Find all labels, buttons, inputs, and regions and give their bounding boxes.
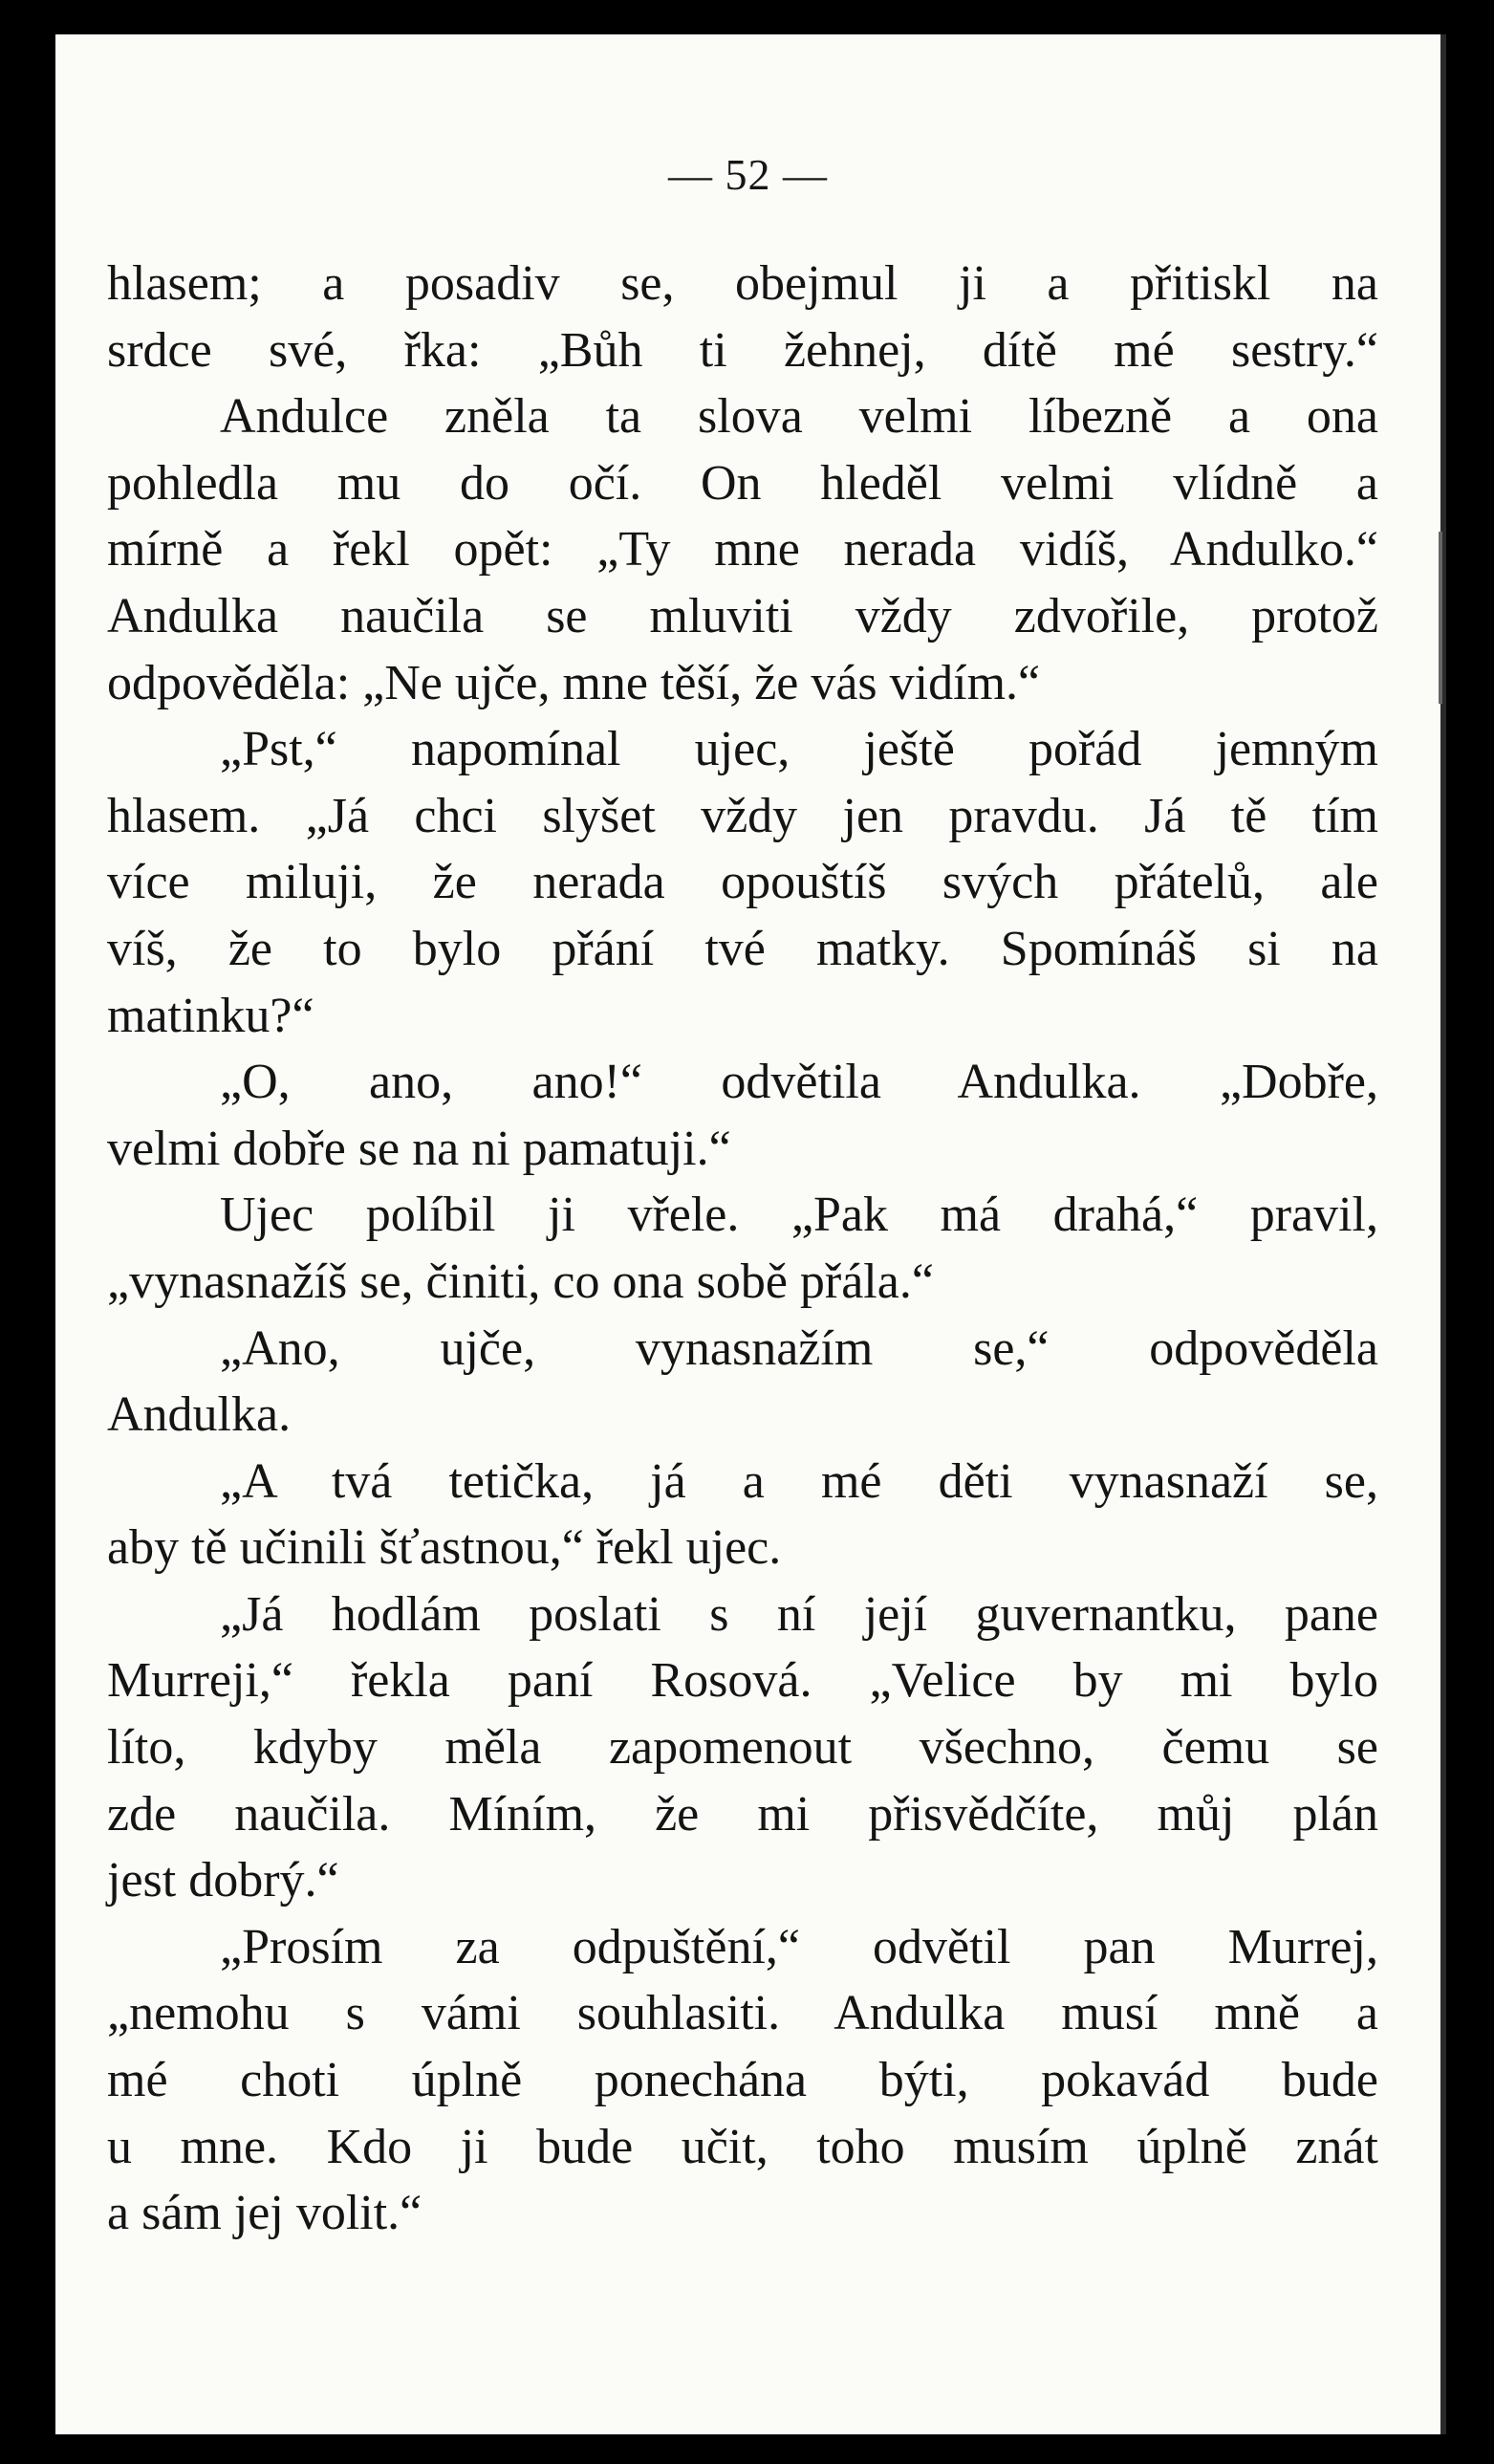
text-line: Andulka naučila se mluviti vždy zdvořile, protož bbox=[107, 588, 1378, 643]
text-line: odpověděla: „Ne ujče, mne těší, že vás vidím.“ bbox=[107, 655, 1041, 710]
text-line: u mne. Kdo ji bude učit, toho musím úplně znát bbox=[107, 2119, 1378, 2174]
text-line: „Prosím za odpuštění,“ odvětil pan Murrej, bbox=[220, 1919, 1378, 1974]
text-line: aby tě učinili šťastnou,“ řekl ujec. bbox=[107, 1520, 782, 1576]
text-line: srdce své, řka: „Bůh ti žehnej, dítě mé sestry.“ bbox=[107, 322, 1378, 378]
text-line: „Pst,“ napomínal ujec, ještě pořád jemným bbox=[220, 722, 1378, 777]
body-text bbox=[107, 251, 1378, 2247]
text-line: hlasem. „Já chci slyšet vždy jen pravdu. Já tě tím bbox=[107, 788, 1378, 843]
page-number: — 52 — bbox=[668, 150, 828, 199]
text-line: „vynasnažíš se, činiti, co ona sobě přála.“ bbox=[107, 1254, 934, 1309]
text-line: Andulce zněla ta slova velmi líbezně a ona bbox=[220, 389, 1378, 445]
book-page bbox=[55, 34, 1446, 2434]
page-edge-shadow bbox=[1439, 532, 1442, 704]
text-line: velmi dobře se na ni pamatuji.“ bbox=[107, 1121, 731, 1176]
text-line: Murreji,“ řekla paní Rosová. „Velice by mi bylo bbox=[107, 1653, 1378, 1709]
text-line: „Ano, ujče, vynasnažím se,“ odpověděla bbox=[220, 1320, 1378, 1376]
text-line: mírně a řekl opět: „Ty mne nerada vidíš, Andulko.“ bbox=[107, 522, 1378, 578]
text-line: Andulka. bbox=[107, 1387, 292, 1443]
text-line: „A tvá tetička, já a mé děti vynasnaží se, bbox=[220, 1453, 1378, 1509]
text-line: matinku?“ bbox=[107, 988, 314, 1043]
text-line: líto, kdyby měla zapomenout všechno, čemu se bbox=[107, 1720, 1378, 1776]
text-line: pohledla mu do očí. On hleděl velmi vlídně a bbox=[107, 455, 1378, 511]
text-line: mé choti úplně ponechána býti, pokavád bude bbox=[107, 2053, 1378, 2108]
text-line: více miluji, že nerada opouštíš svých přátelů, ale bbox=[107, 855, 1378, 910]
text-line: zde naučila. Míním, že mi přisvědčíte, můj plán bbox=[107, 1786, 1378, 1842]
text-line: víš, že to bylo přání tvé matky. Spomínáš si na bbox=[107, 921, 1378, 976]
text-line: a sám jej volit.“ bbox=[107, 2186, 422, 2241]
text-line: Ujec políbil ji vřele. „Pak má drahá,“ pravil, bbox=[220, 1188, 1378, 1243]
text-line: „nemohu s vámi souhlasiti. Andulka musí mně a bbox=[107, 1986, 1378, 2041]
text-line: „Já hodlám poslati s ní její guvernantku, pane bbox=[220, 1586, 1378, 1642]
text-line: „O, ano, ano!“ odvětila Andulka. „Dobře, bbox=[220, 1055, 1378, 1110]
text-line: jest dobrý.“ bbox=[107, 1853, 339, 1908]
text-line: hlasem; a posadiv se, obejmul ji a přitiskl na bbox=[107, 256, 1378, 311]
